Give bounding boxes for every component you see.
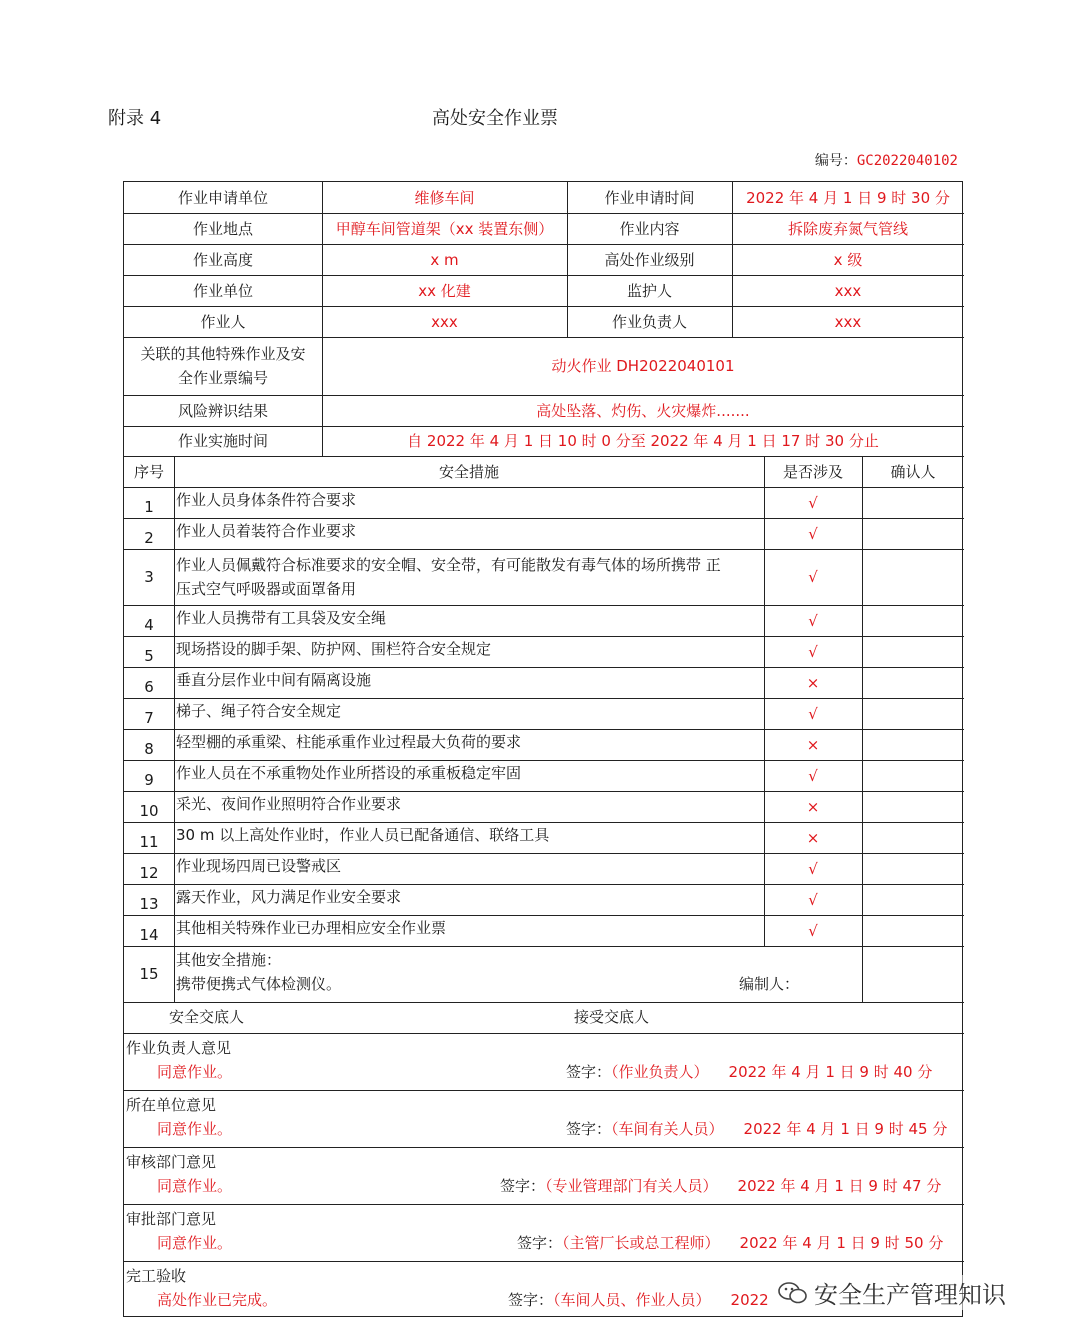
sign-time: 2022 年 4 月 1 日 9 时 47 分 [737, 1177, 942, 1195]
measure-line: 作业人员在不承重物处作业所搭设的承重板稳定牢固 [176, 764, 522, 782]
check-mark: √ [808, 921, 818, 940]
confirmer-cell[interactable] [862, 729, 964, 760]
serial-value: GC2022040102 [856, 153, 958, 169]
signer: （专业管理部门有关人员） [545, 1177, 718, 1195]
cross-mark: × [806, 673, 820, 692]
handover-receiver: 接受交底人 [574, 1008, 650, 1026]
row-divider [124, 426, 964, 427]
check-mark: √ [808, 524, 818, 543]
field-value: xxx [431, 312, 458, 331]
measure-text [174, 760, 764, 791]
column-divider [567, 213, 568, 244]
sign-time: 2022 [730, 1291, 769, 1309]
confirmer-cell[interactable] [862, 760, 964, 791]
row-divider [124, 244, 964, 245]
confirmer-cell[interactable] [862, 667, 964, 698]
measure-text [174, 636, 764, 667]
opinion-title: 完工验收 [126, 1267, 187, 1285]
column-divider [732, 244, 733, 275]
signer: （车间人员、作业人员） [553, 1291, 711, 1309]
measure-line: 作业人员身体条件符合要求 [176, 491, 357, 509]
measure-line: 压式空气呼吸器或面罩备用 [176, 580, 357, 598]
opinion-title: 所在单位意见 [126, 1096, 217, 1114]
serial-label: 编号： [814, 153, 857, 169]
signature-line [500, 1175, 941, 1196]
check-mark: √ [808, 568, 818, 586]
watermark [778, 1275, 1006, 1310]
confirmer-cell[interactable] [862, 822, 964, 853]
signature-label: 签字： [517, 1234, 563, 1252]
opinion-text: 同意作业。 [157, 1234, 233, 1252]
signature-label: 签字： [500, 1177, 546, 1195]
measure-number: 13 [139, 894, 159, 913]
row-divider [124, 1090, 964, 1091]
risk-value: 高处坠落、灼伤、火灾爆炸....... [536, 401, 750, 420]
row-divider [124, 306, 964, 307]
measure-text [174, 915, 764, 946]
signer: （主管厂长或总工程师） [562, 1234, 720, 1252]
confirmer-cell[interactable] [862, 605, 964, 636]
measure-number: 10 [139, 801, 159, 820]
page-title: 高处安全作业票 [432, 108, 558, 129]
opinion-text: 高处作业已完成。 [157, 1291, 278, 1309]
measure-text [174, 791, 764, 822]
confirmer-cell[interactable] [862, 915, 964, 946]
measure-text [174, 853, 764, 884]
check-mark: √ [808, 704, 818, 723]
field-value: 甲醇车间管道架（xx 装置东侧） [335, 219, 554, 238]
involved-divider [764, 456, 765, 946]
confirmer-cell[interactable] [862, 549, 964, 605]
watermark-text: 安全生产管理知识 [814, 1281, 1006, 1309]
row-divider [124, 1261, 964, 1262]
related-label-line: 全作业票编号 [177, 369, 268, 387]
appendix-label: 附录 4 [108, 108, 162, 129]
measure-number: 4 [144, 615, 154, 634]
measure-line: 30 m 以上高处作业时，作业人员已配备通信、联络工具 [176, 826, 550, 844]
check-mark: √ [808, 642, 818, 661]
row-divider [124, 1033, 964, 1034]
check-mark: √ [808, 611, 818, 630]
measure-text [174, 487, 764, 518]
wechat-icon [778, 1282, 808, 1304]
signer: （车间有关人员） [611, 1120, 724, 1138]
signature-line [566, 1118, 947, 1139]
measure-text [174, 884, 764, 915]
measure-text [174, 667, 764, 698]
related-label [124, 337, 322, 395]
confirmer-cell[interactable] [862, 698, 964, 729]
editor-label: 编制人： [739, 975, 800, 993]
field-value: 维修车间 [414, 188, 475, 207]
opinion-title: 作业负责人意见 [126, 1039, 232, 1057]
field-value: xx 化建 [418, 281, 471, 300]
related-value: 动火作业 DH2022040101 [551, 357, 735, 375]
measure-line: 现场搭设的脚手架、防护网、围栏符合安全规定 [176, 640, 492, 658]
confirmer-divider [862, 456, 863, 1002]
field-label: 作业内容 [619, 219, 680, 238]
signature-label: 签字： [566, 1120, 612, 1138]
column-divider [732, 306, 733, 337]
measure-line: 梯子、绳子符合安全规定 [176, 702, 342, 720]
measure-text [174, 605, 764, 636]
check-mark: √ [808, 766, 818, 785]
measure-number: 5 [144, 646, 154, 665]
field-value: xxx [834, 312, 862, 331]
check-mark: √ [808, 493, 818, 512]
signature-label: 签字： [508, 1291, 554, 1309]
field-value: 2022 年 4 月 1 日 9 时 30 分 [746, 188, 950, 207]
row-divider [124, 337, 964, 338]
measure-line: 作业人员携带有工具袋及安全绳 [176, 609, 387, 627]
field-value: x m [430, 250, 459, 269]
opinion-text: 同意作业。 [157, 1177, 233, 1195]
column-divider [732, 275, 733, 306]
confirmer-cell[interactable] [862, 853, 964, 884]
row-divider [124, 946, 964, 947]
row-divider [124, 275, 964, 276]
field-value: xxx [834, 281, 862, 300]
opinion-title: 审批部门意见 [126, 1210, 217, 1228]
check-mark: √ [808, 890, 818, 909]
measures-header-no: 序号 [133, 462, 164, 481]
measure-number: 11 [139, 832, 159, 851]
check-mark: √ [808, 859, 818, 878]
measure-line: 轻型棚的承重梁、柱能承重作业过程最大负荷的要求 [176, 733, 522, 751]
confirmer-cell[interactable] [862, 636, 964, 667]
permit-form [123, 181, 963, 1317]
opinion-text: 同意作业。 [157, 1063, 233, 1081]
confirmer-cell[interactable] [862, 791, 964, 822]
label-divider [322, 182, 323, 456]
field-value: 拆除废弃氮气管线 [787, 219, 908, 238]
signature-label: 签字： [566, 1063, 612, 1081]
signature-line [517, 1232, 943, 1253]
measure-line: 其他相关特殊作业已办理相应安全作业票 [176, 919, 447, 937]
measure-number: 6 [144, 677, 154, 696]
other-measures-text: 携带便携式气体检测仪。 [176, 975, 342, 993]
period-label: 作业实施时间 [177, 432, 268, 450]
cross-mark: × [806, 735, 820, 754]
field-label: 作业高度 [192, 250, 253, 269]
measure-number: 8 [144, 739, 154, 758]
measure-text [174, 729, 764, 760]
column-divider [567, 275, 568, 306]
measure-number: 1 [144, 497, 154, 516]
column-divider [567, 306, 568, 337]
confirmer-cell[interactable] [862, 487, 964, 518]
related-label-line: 关联的其他特殊作业及安 [140, 345, 306, 363]
sign-time: 2022 年 4 月 1 日 9 时 45 分 [743, 1120, 948, 1138]
serial-number [815, 150, 958, 170]
measure-number: 9 [144, 770, 154, 789]
measure-text [174, 518, 764, 549]
period-value: 自 2022 年 4 月 1 日 10 时 0 分至 2022 年 4 月 1 日 17 时 30 分止 [407, 432, 879, 450]
measure-text [174, 549, 764, 605]
measure-number: 2 [144, 528, 154, 547]
field-label: 作业单位 [192, 281, 253, 300]
field-label: 作业负责人 [611, 312, 687, 331]
confirmer-cell[interactable] [862, 518, 964, 549]
cross-mark: × [806, 797, 820, 816]
measure-line: 作业人员佩戴符合标准要求的安全帽、安全带，有可能散发有毒气体的场所携带 正 [176, 556, 721, 574]
field-label: 监护人 [626, 281, 672, 300]
measure-line: 垂直分层作业中间有隔离设施 [176, 671, 372, 689]
field-label: 作业申请单位 [177, 188, 268, 207]
measures-header-involved: 是否涉及 [782, 462, 843, 481]
field-value: x 级 [833, 250, 863, 269]
confirmer-cell[interactable] [862, 884, 964, 915]
field-label: 高处作业级别 [604, 250, 695, 269]
row-divider [124, 213, 964, 214]
row-divider [124, 1002, 964, 1003]
column-divider [732, 213, 733, 244]
risk-label: 风险辨识结果 [177, 401, 268, 420]
other-measures-label: 其他安全措施： [176, 951, 282, 969]
measure-text [174, 698, 764, 729]
measure-number: 15 [139, 965, 159, 983]
signature-line [566, 1061, 932, 1082]
cross-mark: × [806, 828, 820, 847]
measure-line: 露天作业，风力满足作业安全要求 [176, 888, 402, 906]
column-divider [567, 182, 568, 213]
row-divider [124, 1204, 964, 1205]
measures-header-text: 安全措施 [438, 462, 499, 481]
row-divider [124, 395, 964, 396]
measures-header-confirmer: 确认人 [890, 462, 936, 481]
sign-time: 2022 年 4 月 1 日 9 时 50 分 [739, 1234, 944, 1252]
measure-number: 3 [144, 568, 154, 586]
field-label: 作业地点 [192, 219, 253, 238]
measure-text [174, 822, 764, 853]
signer: （作业负责人） [611, 1063, 709, 1081]
handover-giver: 安全交底人 [169, 1008, 245, 1026]
measure-line: 作业现场四周已设警戒区 [176, 857, 342, 875]
measure-line: 作业人员着装符合作业要求 [176, 522, 357, 540]
opinion-text: 同意作业。 [157, 1120, 233, 1138]
opinion-title: 审核部门意见 [126, 1153, 217, 1171]
signature-line [508, 1289, 769, 1310]
number-divider [174, 456, 175, 1002]
field-label: 作业申请时间 [604, 188, 695, 207]
field-label: 作业人 [200, 312, 246, 331]
column-divider [732, 182, 733, 213]
measure-number: 7 [144, 708, 154, 727]
column-divider [567, 244, 568, 275]
measure-line: 采光、夜间作业照明符合作业要求 [176, 795, 402, 813]
row-divider [124, 1147, 964, 1148]
sign-time: 2022 年 4 月 1 日 9 时 40 分 [728, 1063, 933, 1081]
measure-number: 12 [139, 863, 159, 882]
measure-number: 14 [139, 925, 159, 944]
